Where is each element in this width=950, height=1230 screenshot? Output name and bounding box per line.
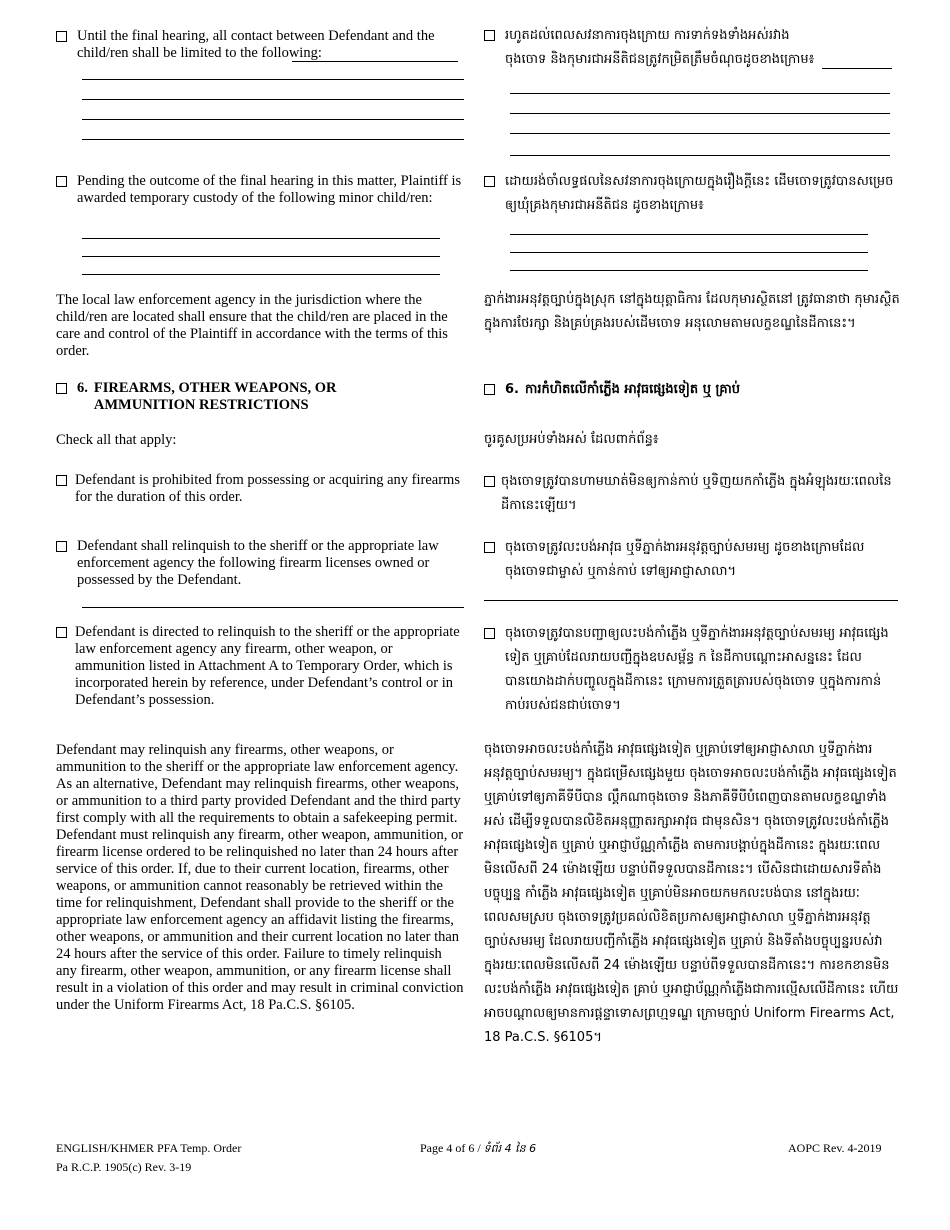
km-law-enforcement-paragraph: ភ្នាក់ងារអនុវត្តច្បាប់ក្នុងស្រុក នៅក្នុងយុត្តាធិការ ដែលកុមារស្ថិតនៅ ត្រូវធានាថា កុមារស្ថិតក្នុងការថែរក្សា និងគ្រប់គ្រងរបស់ដើមចោទ អនុលោមតាមលក្ខខណ្ឌនៃដីកានេះ។ [484, 292, 900, 331]
km-contact-limit-text: រហូតដល់ពេលសវនាការចុងក្រោយ ការទាក់ទងទាំងអស់រវាងចុងចោទ និងកុមារជាអនីតិជនត្រូវកម្រិតត្រឹមចំណុចដូចខាងក្រោម៖ [505, 28, 815, 67]
prohibited-checkbox[interactable] [56, 475, 67, 486]
km-contact-inline-blank[interactable] [822, 68, 892, 69]
km-prohibited-text: ចុងចោទត្រូវបានហាមឃាត់មិនឲ្យកាន់កាប់ ឬទិញយកកាំភ្លើង ក្នុងអំឡុងរយៈពេលនៃដីកានេះឡើយ។ [501, 474, 892, 513]
custody-line-3[interactable] [82, 274, 440, 275]
relinquishment-paragraph: Defendant may relinquish any firearms, other weapons, or ammunition to the sheriff or the appropriate law enforcement agency. As an alternative, Defendant may relinquish firearms, other weapons, or ammunition to a third party provided Defendant and the third party first comply with all the requirements to obtain a safekeeping permit. Defendant must relinquish any firearm, other weapon, ammunition, or firearm license ordered to be relinquished no later than 24 hours after service of this order. If, due to their current location, firearms, other weapons, or ammunition cannot reasonably be retrieved within the time for relinquishment, Defendant shall provide to the sheriff or the appropriate law enforcement agency an affidavit listing the firearms, other weapons, or ammunition and their current location no later than 24 hours after the service of this order. Failure to timely relinquish any firearm, other weapon, ammunition, or any firearm license shall result in a violation of this order and may result in criminal conviction under the Uniform Firearms Act, 18 Pa.C.S. §6105. [56, 742, 464, 1013]
relinquish-weapons-option [56, 624, 466, 709]
km-relinquish-licenses-checkbox[interactable] [484, 542, 495, 553]
km-relinquishment-paragraph: ចុងចោទអាចលះបង់កាំភ្លើង អាវុធផ្សេងទៀត ឬគ្រាប់ទៅឲ្យអាជ្ញាសាលា ឬទីភ្នាក់ងារអនុវត្តច្បាប់សមរម្យ។ ក្នុងជម្រើសផ្សេងមួយ ចុងចោទអាចលះបង់កាំភ្លើង អាវុធផ្សេងទៀត ឬគ្រាប់ទៅឲ្យភាគីទីបីបាន ល្គឹកណាចុងចោទ និងភាគីទីបីបំពេញបានតាមលក្ខខណ្ឌទាំងអស់ ដើម្បីទទួលបានលិខិតអនុញ្ញាតរក្សាអាវុធ ជាមុនសិន។ ចុងចោទត្រូវលះបង់កាំភ្លើង អាវុធផ្សេងទៀត ឬគ្រាប់ ឬអាជ្ញាប័ណ្ណកាំភ្លើង តាមការបង្គាប់ក្នុងដីកានេះ ក្នុងរយៈពេលមិនលើសពី 24 ម៉ោងឡើយ បន្ទាប់ពីទទួលបានដីកានេះ។ បើសិនជាដោយសារទីតាំងបច្ចុប្បន្ន កាំភ្លើង អាវុធផ្សេងទៀត ឬគ្រាប់មិនអាចយកមកលះបង់បាន នៅក្នុងរយៈពេលសមស្រប ចុងចោទត្រូវប្រគល់លិខិតប្រកាសឲ្យអាជ្ញាសាលា ឬទីភ្នាក់ងារអនុវត្តច្បាប់សមរម្យ ដែលរាយបញ្ជីកាំភ្លើង អាវុធផ្សេងទៀត ឬគ្រាប់ និងទីតាំងបច្ចុប្បន្នរបស់វា ក្នុងរយៈពេលមិនលើសពី 24 ម៉ោងឡើយ បន្ទាប់ពីទទួលបានដីកានេះ។ ការខកខានមិនលះបង់កាំភ្លើង អាវុធផ្សេងទៀត គ្រាប់ ឬអាជ្ញាប័ណ្ណកាំភ្លើងជាការល្មើសលើដីកានេះ ហើយអាចបណ្តាលឲ្យមានការផ្តន្ទាទោសព្រហ្មទណ្ឌ ក្រោមច្បាប់ Uniform Firearms Act, 18 Pa.C.S. §6105។ [484, 742, 899, 1045]
relinquish-licenses-checkbox[interactable] [56, 541, 67, 552]
section-6-heading [56, 380, 466, 414]
km-contact-line-1[interactable] [510, 93, 890, 94]
relinquish-licenses-option [56, 538, 466, 589]
custody-line-1[interactable] [82, 238, 440, 239]
custody-line-2[interactable] [82, 256, 440, 257]
temp-custody-text: Pending the outcome of the final hearing in this matter, Plaintiff is awarded temporary custody of the following minor child/ren: [77, 173, 462, 206]
section-6-number: 6. [77, 380, 88, 396]
km-temp-custody-option [484, 170, 900, 218]
km-prohibited-option [484, 470, 900, 518]
prohibited-option [56, 472, 466, 506]
contact-limit-line-1[interactable] [82, 79, 464, 80]
contact-limit-line-3[interactable] [82, 119, 464, 120]
licenses-line[interactable] [82, 607, 464, 608]
km-relinquish-licenses-text: ចុងចោទត្រូវលះបង់អាវុធ ឬទីភ្នាក់ងារអនុវត្តច្បាប់សមរម្យ ដូចខាងក្រោមដែលចុងចោទជាម្ចាស់ ឬកាន់កាប់ ទៅឲ្យអាជ្ញាសាលា។ [505, 540, 865, 579]
relinquish-weapons-text: Defendant is directed to relinquish to the sheriff or the appropriate law enforcement agency any firearm, other weapon, or ammunition listed in Attachment A to Temporary Order, which is incorporated herein by reference, under Defendant’s control or in Defendant’s possession. [75, 624, 460, 708]
footer-page-km: ទំព័រ 4 នៃ 6 [483, 1142, 537, 1155]
section-6-title: FIREARMS, OTHER WEAPONS, OR AMMUNITION RESTRICTIONS [93, 380, 337, 413]
km-contact-line-2[interactable] [510, 113, 890, 114]
footer-form-name: ENGLISH/KHMER PFA Temp. Order [56, 1141, 242, 1155]
km-contact-line-4[interactable] [510, 155, 890, 156]
km-contact-limit-checkbox[interactable] [484, 30, 495, 41]
km-licenses-line[interactable] [484, 600, 898, 601]
footer-page-en: Page 4 of 6 / [420, 1141, 481, 1155]
km-prohibited-checkbox[interactable] [484, 476, 495, 487]
relinquish-licenses-text: Defendant shall relinquish to the sheriff or the appropriate law enforcement agency the following firearm licenses owned or possessed by the Defendant. [77, 538, 439, 588]
km-custody-line-3[interactable] [510, 270, 868, 271]
km-relinquish-weapons-checkbox[interactable] [484, 628, 495, 639]
contact-limit-inline-blank[interactable] [292, 61, 458, 62]
km-check-all-label: ចូរគូសប្រអប់ទាំងអស់ ដែលពាក់ព័ន្ធ៖ [484, 432, 659, 447]
km-temp-custody-text: ដោយរង់ចាំលទ្ធផលនៃសវនាការចុងក្រោយក្នុងរឿងក្តីនេះ ដើមចោទត្រូវបានសម្រេចឲ្យឃុំគ្រងកុមារជាអនីតិជន ដូចខាងក្រោម៖ [505, 174, 894, 213]
footer-page-number [420, 1140, 536, 1157]
km-section-6-heading [484, 378, 900, 402]
section-6-checkbox[interactable] [56, 383, 67, 394]
km-relinquish-weapons-option [484, 622, 900, 718]
footer-rule: Pa R.C.P. 1905(c) Rev. 3-19 [56, 1160, 192, 1174]
km-custody-line-2[interactable] [510, 252, 868, 253]
temp-custody-checkbox[interactable] [56, 176, 67, 187]
prohibited-text: Defendant is prohibited from possessing or acquiring any firearms for the duration of this order. [75, 472, 460, 505]
km-section-6-checkbox[interactable] [484, 384, 495, 395]
temp-custody-option [56, 173, 466, 207]
contact-limit-line-2[interactable] [82, 99, 464, 100]
km-section-6-number: 6. [505, 382, 519, 397]
km-custody-line-1[interactable] [510, 234, 868, 235]
footer-revision: AOPC Rev. 4-2019 [788, 1141, 882, 1155]
relinquish-weapons-checkbox[interactable] [56, 627, 67, 638]
check-all-label: Check all that apply: [56, 432, 177, 448]
contact-limit-line-4[interactable] [82, 139, 464, 140]
law-enforcement-paragraph: The local law enforcement agency in the jurisdiction where the child/ren are located shall ensure that the child/ren are placed in the care and control of the Plaintiff in accordance with the terms of this order. [56, 292, 448, 359]
km-temp-custody-checkbox[interactable] [484, 176, 495, 187]
km-contact-line-3[interactable] [510, 133, 890, 134]
km-relinquish-licenses-option [484, 536, 900, 584]
km-contact-limit-option [484, 24, 900, 72]
km-relinquish-weapons-text: ចុងចោទត្រូវបានបញ្ជាឲ្យលះបង់កាំភ្លើង ឬទីភ្នាក់ងារអនុវត្តច្បាប់សមរម្យ អាវុធផ្សេងទៀត ឬគ្រាប់ដែលរាយបញ្ជីក្នុងឧបសម្ព័ន្ធ ក នៃដីកាបណ្តោះអាសន្ននេះ ដែលបានយោងដាក់បញ្ចូលក្នុងដីកានេះ ក្រោមការត្រួតត្រារបស់ចុងចោទ ឬក្នុងការកាន់កាប់របស់ជនជាប់ចោទ។ [505, 626, 889, 713]
contact-limit-checkbox[interactable] [56, 31, 67, 42]
contact-limit-text: Until the final hearing, all contact between Defendant and the child/ren shall be limited to the following: [77, 28, 435, 61]
km-section-6-title: ការកំហិតលើកាំភ្លើង អាវុធផ្សេងទៀត ឬ គ្រាប់ [524, 382, 740, 397]
contact-limit-option [56, 28, 466, 62]
